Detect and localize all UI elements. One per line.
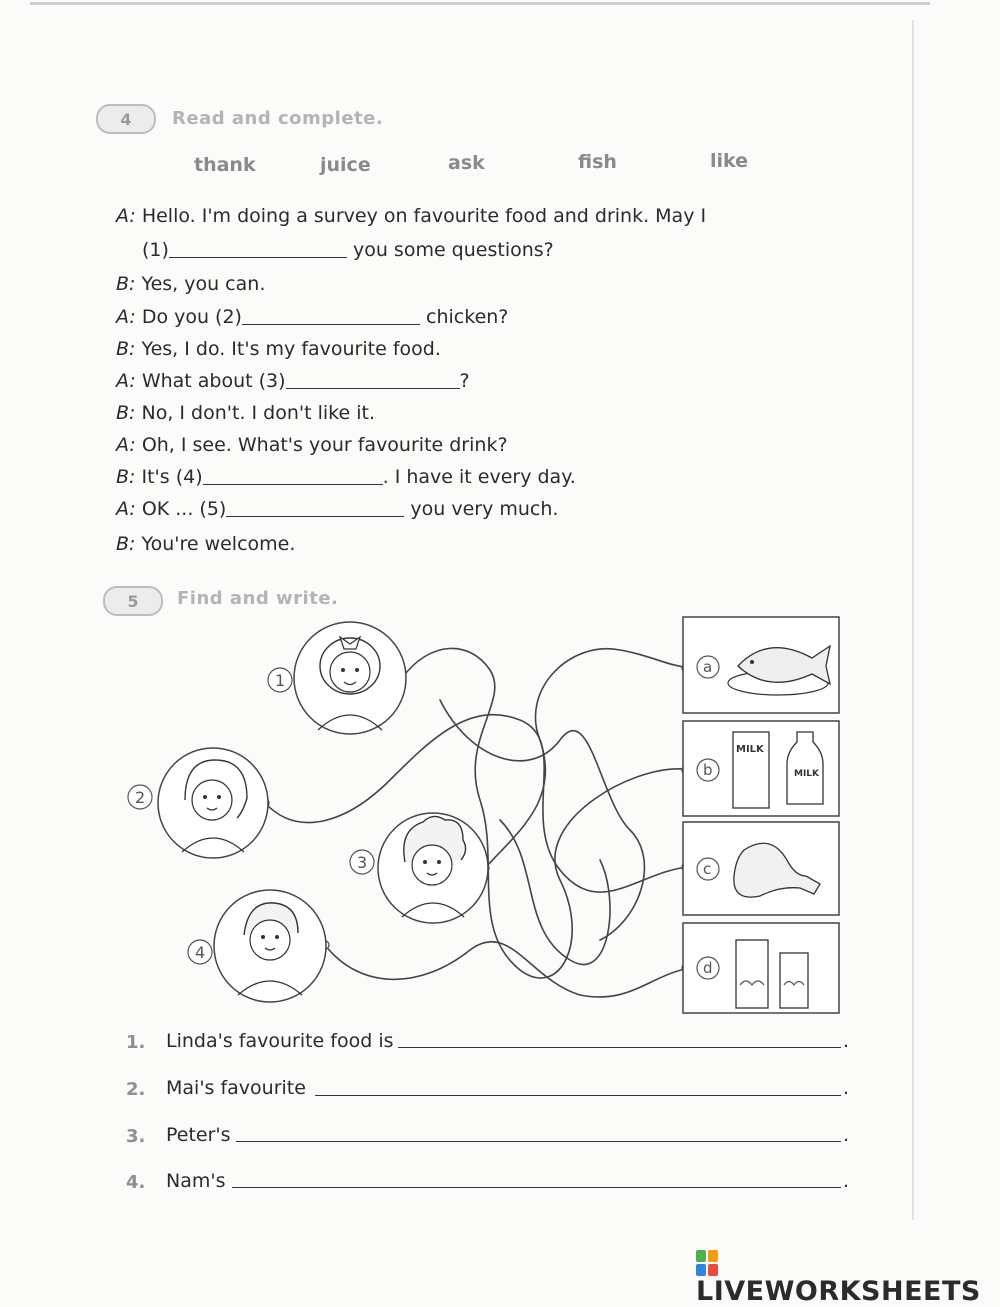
answer-line-4[interactable] — [232, 1167, 841, 1188]
question-number: 1. — [126, 1032, 146, 1053]
question-number: 4. — [126, 1172, 146, 1193]
word-bank-item: juice — [320, 154, 371, 176]
maze-path-3 — [485, 649, 690, 868]
answer-line-2[interactable] — [315, 1075, 841, 1096]
child-1-portrait — [294, 622, 406, 734]
juice-box-icon — [736, 940, 768, 1008]
food-box-c — [683, 822, 839, 915]
word-bank-item: ask — [448, 152, 485, 174]
dialogue-line-8: A: Oh, I see. What's your favourite drink? — [116, 434, 508, 456]
question-number: 2. — [126, 1079, 146, 1100]
section-5-badge: 5 — [103, 586, 163, 616]
dialogue-line-5: B: Yes, I do. It's my favourite food. — [116, 338, 441, 360]
child-label-1: 1 — [275, 671, 286, 690]
face-shape — [412, 845, 452, 885]
liveworksheets-logo — [696, 1250, 1000, 1307]
word-bank-item: fish — [578, 151, 617, 173]
face-shape — [250, 920, 290, 960]
food-box-b — [683, 721, 839, 816]
question-text: Mai's favourite — [166, 1077, 306, 1099]
food-label-c: c — [703, 860, 712, 878]
question-number: 3. — [126, 1126, 146, 1147]
food-label-d: d — [703, 959, 713, 977]
eye — [203, 795, 207, 799]
question-end-mark: . — [843, 1170, 850, 1192]
dialogue-line-6: A: What about (3) ? — [116, 370, 470, 392]
blank-2-input[interactable] — [242, 308, 420, 326]
blank-4-input[interactable] — [203, 468, 383, 486]
eye — [437, 860, 441, 864]
eye — [261, 935, 265, 939]
dialogue-line-1: A: Hello. I'm doing a survey on favourite food and drink. May I — [116, 205, 707, 227]
logo-text: LIVEWORKSHEETS — [696, 1276, 981, 1307]
question-end-mark: . — [843, 1077, 850, 1099]
face-shape — [330, 652, 370, 692]
answer-input-2[interactable] — [315, 1075, 841, 1095]
child-3-portrait — [378, 813, 488, 923]
eye — [275, 935, 279, 939]
section-5-title: Find and write. — [177, 588, 339, 609]
blank-4[interactable] — [203, 466, 383, 485]
logo-tile — [696, 1250, 706, 1262]
child-label-2: 2 — [135, 788, 146, 807]
milk-carton-label: MILK — [736, 744, 764, 755]
maze-path-4 — [325, 942, 690, 997]
word-bank-item: thank — [194, 154, 256, 176]
dialogue-line-2: (1) you some questions? — [142, 239, 554, 261]
answer-line-1[interactable] — [398, 1027, 841, 1048]
child-4-portrait — [214, 890, 326, 1002]
dialogue-line-9: B: It's (4) . I have it every day. — [116, 466, 576, 488]
food-label-a: a — [703, 658, 713, 676]
word-bank-item: like — [710, 150, 749, 172]
blank-5-input[interactable] — [226, 500, 404, 518]
food-box-d — [683, 923, 839, 1013]
milk-bottle-label: MILK — [794, 769, 820, 779]
child-2-portrait — [158, 748, 268, 858]
fish-eye — [750, 660, 754, 664]
eye — [217, 795, 221, 799]
blank-3-input[interactable] — [286, 372, 460, 390]
blank-1-input[interactable] — [169, 241, 347, 259]
logo-tile — [708, 1250, 718, 1262]
scan-edge-top — [30, 2, 930, 5]
food-box-a — [683, 617, 839, 713]
logo-icon — [696, 1250, 718, 1276]
child-label-4: 4 — [195, 943, 206, 962]
dialogue-line-10: A: OK ... (5) you very much. — [116, 498, 559, 520]
answer-input-4[interactable] — [232, 1167, 841, 1187]
answer-input-1[interactable] — [398, 1027, 841, 1047]
question-text: Linda's favourite food is — [166, 1030, 394, 1052]
blank-3[interactable] — [286, 370, 460, 389]
question-end-mark: . — [843, 1124, 850, 1146]
blank-1[interactable] — [169, 239, 347, 258]
question-end-mark: . — [843, 1030, 850, 1052]
blank-5[interactable] — [226, 498, 404, 517]
dialogue-line-11: B: You're welcome. — [116, 533, 296, 555]
eye — [341, 668, 345, 672]
dialogue-line-7: B: No, I don't. I don't like it. — [116, 402, 375, 424]
logo-tile — [696, 1264, 706, 1276]
logo-tile — [708, 1264, 718, 1276]
child-label-3: 3 — [357, 853, 368, 872]
section-4-title: Read and complete. — [172, 108, 384, 129]
juice-box-icon — [780, 953, 808, 1008]
dialogue-line-4: A: Do you (2) chicken? — [116, 306, 509, 328]
food-label-b: b — [703, 761, 713, 779]
face-shape — [192, 780, 232, 820]
question-text: Peter's — [166, 1124, 231, 1146]
answer-line-3[interactable] — [236, 1121, 841, 1142]
maze-illustration — [0, 600, 1000, 1030]
answer-input-3[interactable] — [236, 1121, 841, 1141]
eye — [355, 668, 359, 672]
blank-2[interactable] — [242, 306, 420, 325]
eye — [423, 860, 427, 864]
question-text: Nam's — [166, 1170, 226, 1192]
dialogue-line-3: B: Yes, you can. — [116, 273, 266, 295]
section-4-badge: 4 — [96, 104, 156, 134]
maze-path-1 — [402, 648, 690, 978]
